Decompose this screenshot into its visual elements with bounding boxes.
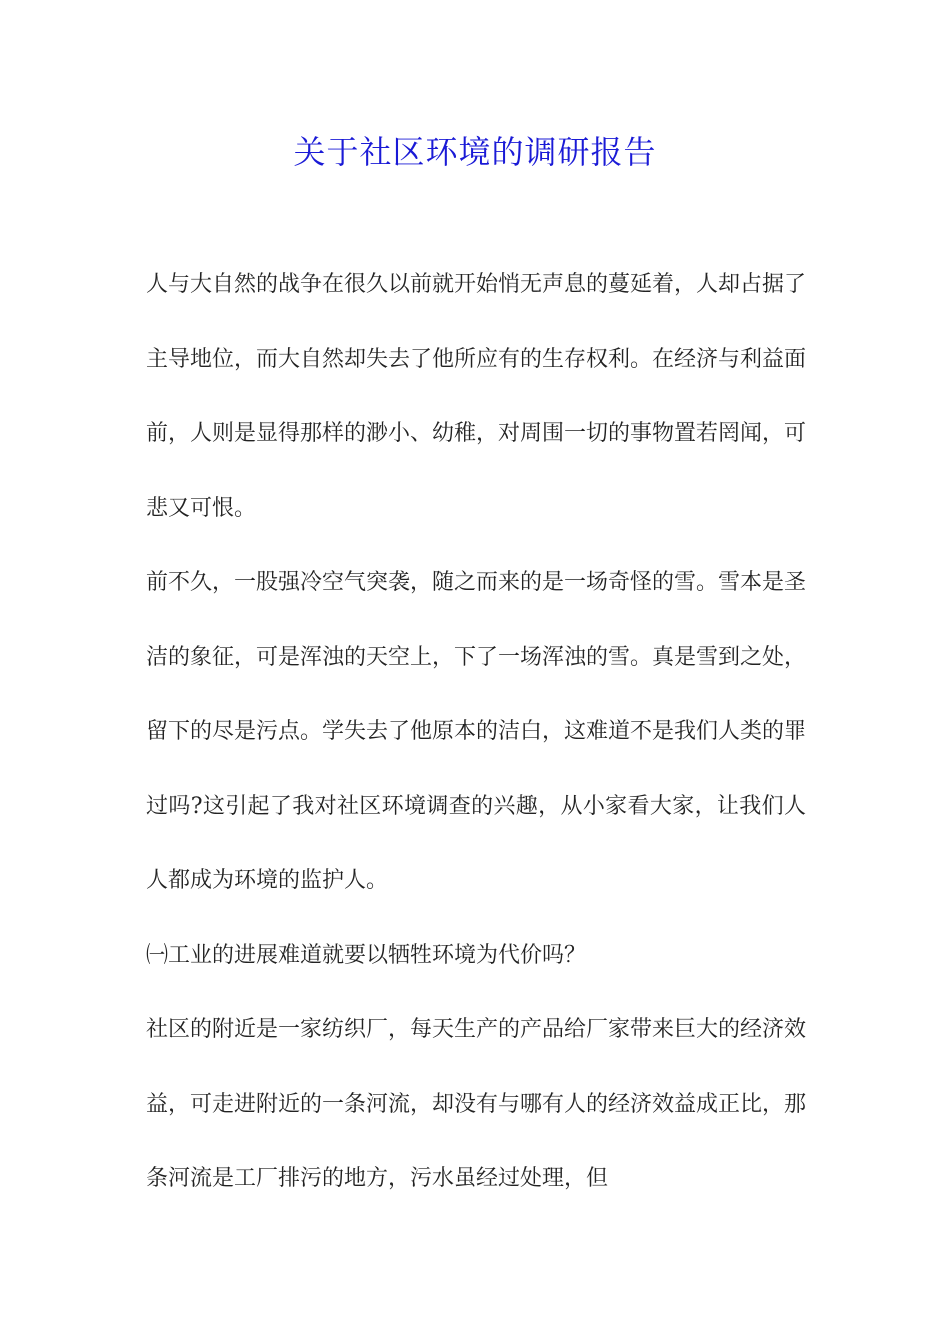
document-title: 关于社区环境的调研报告: [293, 133, 657, 171]
section-heading-industry: ㈠工业的进展难道就要以牺牲环境为代价吗？: [146, 942, 587, 968]
paragraph-snow: 前不久，一股强冷空气突袭，随之而来的是一场奇怪的雪。雪本是圣洁的象征，可是浑浊的天空上，下了一场浑浊的雪。真是雪到之处，留下的尽是污点。学失去了他原本的洁白，这难道不是我们人类的罪过吗?这引起了我对社区环境调查的兴趣，从小家看大家，让我们人人都成为环境的监护人。: [146, 570, 807, 893]
paragraph-intro: 人与大自然的战争在很久以前就开始悄无声息的蔓延着，人却占据了主导地位，而大自然却失去了他所应有的生存权利。在经济与利益面前，人则是显得那样的渺小、幼稚，对周围一切的事物置若罔闻，可悲又可恨。: [146, 272, 807, 521]
paragraph-factory: 社区的附近是一家纺织厂，每天生产的产品给厂家带来巨大的经济效益，可走进附近的一条河流，却没有与哪有人的经济效益成正比，那条河流是工厂排污的地方，污水虽经过处理，但: [146, 1017, 807, 1191]
document-body: [146, 248, 806, 1217]
